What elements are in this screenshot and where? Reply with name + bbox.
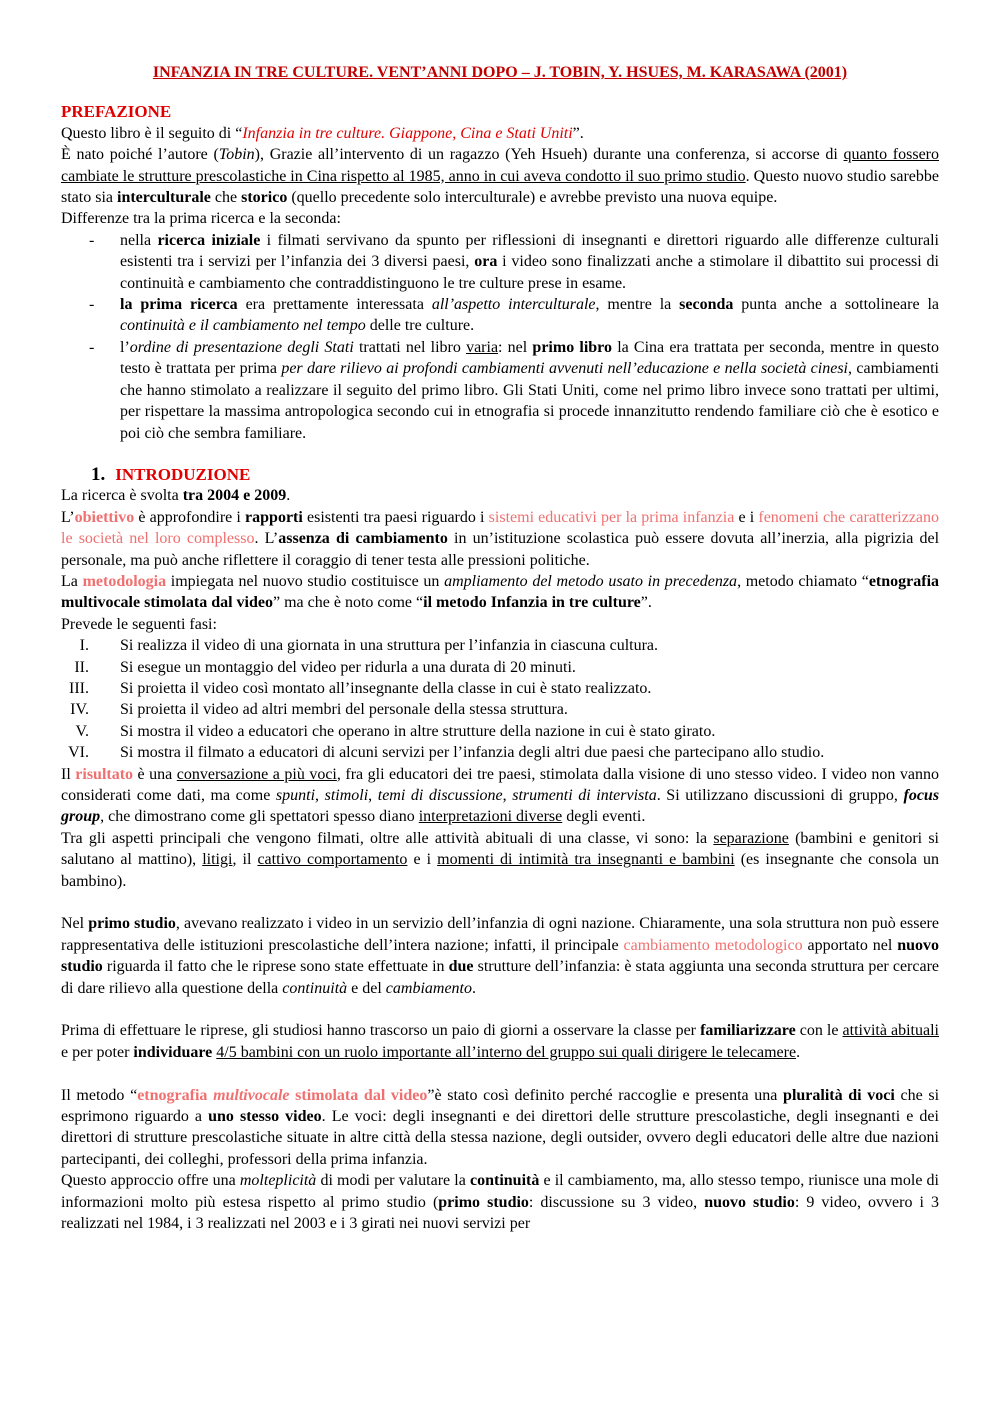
roman-marker: III. [69, 679, 89, 697]
section-number: 1. [91, 463, 106, 485]
roman-marker: II. [74, 658, 89, 676]
dash-marker: - [89, 296, 95, 314]
roman-marker: VI. [68, 744, 89, 762]
intro-paragraph-4: Prevede le seguenti fasi: [61, 615, 217, 633]
intro-paragraph-7: Nel primo studio, avevano realizzato i video in un servizio dell’infanzia di ogni nazione. Chiaramente, una sola struttura non può essere rappresentativa delle istituzioni prescolastiche dell’intera nazione; infatti, il principale cambiamento metodologico apportato nel nuovo studio riguarda il fatto che le riprese sono state effettuate in due strutture dell’infanzia: è stata aggiunta una seconda struttura per cercare di dare rilievo alla questione della continuità e del cambiamento. [61, 915, 940, 997]
phases-list [61, 635, 939, 763]
intro-paragraph-1: La ricerca è svolta tra 2004 e 2009. [61, 487, 291, 505]
list-item: - la prima ricerca era prettamente interessata all’aspetto interculturale, mentre la seconda punta anche a sottolineare la continuità e il cambiamento nel tempo delle tre culture. [89, 296, 939, 335]
intro-paragraph-9: Il metodo “etnografia multivocale stimolata dal video”è stato così definito perché raccoglie e presenta una pluralità di voci che si esprimono riguardo a uno stesso video. Le voci: degli insegnanti e dei direttori delle strutture prescolastiche, degli insegnanti e dei direttori di strutture prescolastiche situate in altre città della stessa nazione, degli outsider, ovvero degli educatori delle altre due nazioni partecipanti, dei colleghi, professori della prima infanzia. [61, 1086, 940, 1168]
list-item: - nella ricerca iniziale i filmati servivano da spunto per riflessioni di insegnanti e direttori riguardo alle differenze culturali esistenti tra i servizi per l’infanzia dei 3 diversi paesi, ora i video sono finalizzati anche a stimolare il dibattito sui processi di continuità e cambiamento che contraddistinguono le tre culture prese in esame. [89, 231, 939, 292]
introduzione-heading: 1. INTRODUZIONE [91, 463, 251, 485]
list-item: IV. Si proietta il video ad altri membri del personale della stessa struttura. [120, 699, 939, 720]
intro-paragraph-10: Questo approccio offre una molteplicità di modi per valutare la continuità e il cambiamento, ma, allo stesso tempo, riunisce una mole di informazioni molto più estesa rispetto al primo studio (primo studio: discussione su 3 video, nuovo studio: 9 video, ovvero i 3 realizzati nel 1984, i 3 realizzati nel 2003 e i 3 girati nei nuovi servizi per [61, 1172, 940, 1233]
dash-marker: - [89, 338, 95, 356]
list-item: III. Si proietta il video così montato all’insegnante della classe in cui è stato realizzato. [120, 678, 939, 699]
roman-marker: I. [79, 637, 89, 655]
document-title: INFANZIA IN TRE CULTURE. VENT’ANNI DOPO – J. TOBIN, Y. HSUES, M. KARASAWA (2001) [152, 64, 848, 81]
list-item: II. Si esegue un montaggio del video per ridurla a una durata di 20 minuti. [120, 657, 939, 678]
intro-paragraph-3: La metodologia impiegata nel nuovo studio costituisce un ampliamento del metodo usato in precedenza, metodo chiamato “etnografia multivocale stimolata dal video” ma che è noto come “il metodo Infanzia in tre culture”. [61, 572, 940, 612]
intro-paragraph-2: L’obiettivo è approfondire i rapporti esistenti tra paesi riguardo i sistemi educativi per la prima infanzia e i fenomeni che caratterizzano le società nel loro complesso. L’assenza di cambiamento in un’istituzione scolastica può essere dovuta all’inerzia, alla pigrizia del personale, ma può anche riflettere il coraggio di tener testa alle pressioni politiche. [61, 508, 940, 569]
prefazione-paragraph-3: Differenze tra la prima ricerca e la seconda: [61, 210, 341, 228]
list-item: I. Si realizza il video di una giornata in una struttura per l’infanzia in ciascuna cultura. [120, 635, 939, 656]
prefazione-paragraph-1: Questo libro è il seguito di “Infanzia in tre culture. Giappone, Cina e Stati Uniti”. [61, 124, 584, 142]
paragraph-spacer [61, 999, 939, 1020]
paragraph-spacer [61, 892, 939, 913]
intro-paragraph-6: Tra gli aspetti principali che vengono filmati, oltre alle attività abituali di una classe, vi sono: la separazione (bambini e genitori si salutano al mattino), litigi, il cattivo comportamento e i momenti di intimità tra insegnanti e bambini (es insegnante che consola un bambino). [61, 829, 940, 890]
prefazione-paragraph-2: È nato poiché l’autore (Tobin), Grazie all’intervento di un ragazzo (Yeh Hsueh) durante una conferenza, si accorse di quanto fossero cambiate le strutture prescolastiche in Cina rispetto al 1985, anno in cui aveva condotto il suo primo studio. Questo nuovo studio sarebbe stato sia interculturale che storico (quello precedente solo interculturale) e avrebbe previsto una nuova equipe. [61, 146, 940, 207]
list-item: - l’ordine di presentazione degli Stati trattati nel libro varia: nel primo libro la Cina era trattata per seconda, mentre in questo testo è trattata per prima per dare rilievo ai profondi cambiamenti avvenuti nell’educazione e nella società cinesi, cambiamenti che hanno stimolato a realizzare il seguito del primo libro. Gli Stati Uniti, come nel primo libro invece sono trattati per ultimi, per rispettare la massima antropologica secondo cui in etnografia si procede innanzitutto rendendo familiare ciò che è esotico e poi ciò che sembra familiare. [89, 338, 940, 442]
list-item: VI. Si mostra il filmato a educatori di alcuni servizi per l’infanzia degli altri due paesi che partecipano allo studio. [120, 742, 939, 763]
intro-paragraph-8: Prima di effettuare le riprese, gli studiosi hanno trascorso un paio di giorni a osservare la classe per familiarizzare con le attività abituali e per poter individuare 4/5 bambini con un ruolo importante all’interno del gruppo sui quali dirigere le telecamere. [61, 1022, 939, 1061]
dash-marker: - [89, 231, 95, 249]
differences-list [61, 230, 939, 444]
prefazione-heading: PREFAZIONE [61, 102, 172, 122]
intro-paragraph-5: Il risultato è una conversazione a più voci, fra gli educatori dei tre paesi, stimolata dalla visione di uno stesso video. I video non vanno considerati come dati, ma come spunti, stimoli, temi di discussione, strumenti di intervista. Si utilizzano discussioni di gruppo, focus group, che dimostrano come gli spettatori spesso diano interpretazioni diverse degli eventi. [61, 765, 940, 826]
list-item: V. Si mostra il video a educatori che operano in altre strutture della nazione in cui è stato girato. [120, 721, 939, 742]
roman-marker: V. [75, 722, 89, 740]
roman-marker: IV. [70, 701, 89, 719]
paragraph-spacer [61, 1063, 939, 1084]
